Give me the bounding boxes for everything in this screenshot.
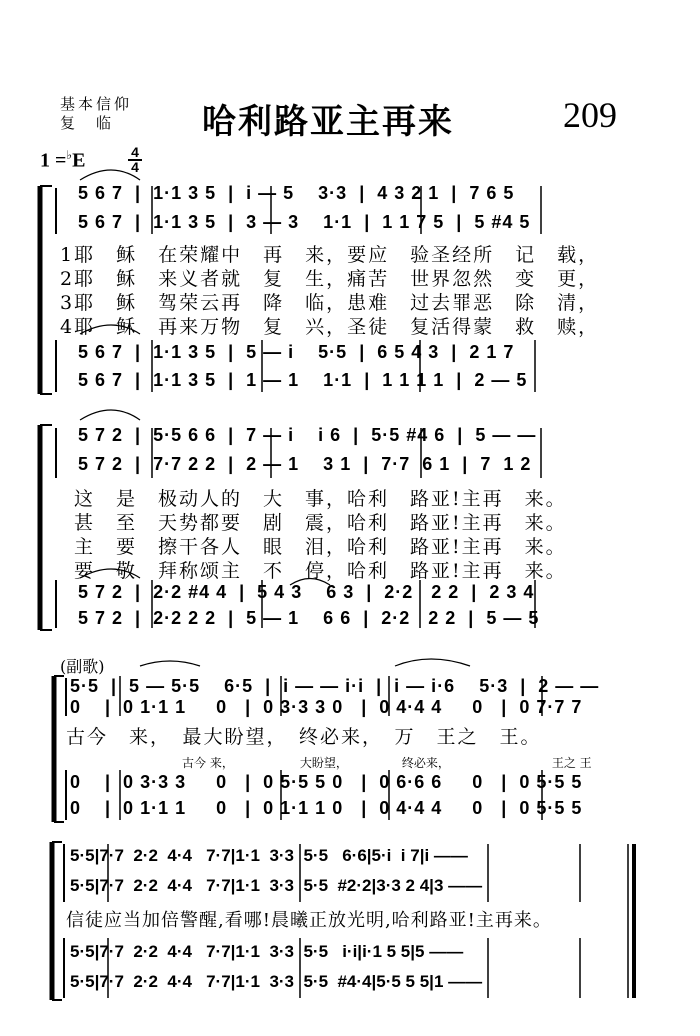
s2-bass-lower: 5 7 2 | 2·2 2 2 | 5 — 1 6 6 | 2·2 2 2 | 5 — 5 (78, 608, 540, 628)
s4-bass-upper: 5·5|7·7 2·2 4·4 7·7|1·1 3·3 5·5 i·i|i·1 5 5|5 —— (70, 942, 464, 961)
s2-lyric-verse-1: 这 是 极动人的 大 事，哈利 路亚!主再 来。 (74, 488, 567, 510)
category-label: 基本信仰 (60, 95, 133, 113)
s2-lyric-verse-4: 要 敬 拜称颂主 不 停，哈利 路亚!主再 来。 (74, 560, 567, 582)
chorus-bass-lower: 0 | 0 1·1 1 0 | 0 1·1 1 0 | 0 4·4 4 0 | 0 5·5 5 (70, 798, 583, 818)
s4-treble-lower: 5·5|7·7 2·2 4·4 7·7|1·1 3·3 5·5 #2·2|3·3 2 4|3 —— (70, 876, 483, 895)
chorus-small-lyrics: 古今 来， 大盼望， 终必来， 王之 王 (182, 756, 592, 770)
chorus-label: (副歌) (60, 657, 105, 676)
s1-bass-lower: 5 6 7 | 1·1 3 5 | 1 — 1 1·1 | 1 1 1 1 | 2 — 5 (78, 370, 528, 390)
chorus-bass-upper: 0 | 0 3·3 3 0 | 0 5·5 5 0 | 0 6·6 6 0 | 0 5·5 5 (70, 772, 583, 792)
subcategory-label: 复 临 (60, 114, 115, 132)
time-signature (128, 146, 142, 174)
s1-lyric-verse-4: 4耶 稣 再来万物 复 兴，圣徒 复活得蒙 救 赎， (60, 316, 600, 338)
s1-bass-upper: 5 6 7 | 1·1 3 5 | 5 — i 5·5 | 6 5 4 3 | 2 1 7 (78, 342, 515, 362)
s1-treble-upper: 5 6 7 | 1·1 3 5 | i — 5 3·3 | 4 3 2 1 | 7 6 5 (78, 183, 515, 203)
key-prefix: 1 = (40, 149, 67, 172)
s2-treble-lower: 5 7 2 | 7·7 2 2 | 2 — 1 3 1 | 7·7 6 1 | 7 1 2 (78, 454, 532, 474)
s1-lyric-verse-2: 2耶 稣 来义者就 复 生，痛苦 世界忽然 变 更， (60, 268, 600, 290)
hymn-number: 209 (563, 95, 617, 135)
s4-bass-lower: 5·5|7·7 2·2 4·4 7·7|1·1 3·3 5·5 #4·4|5·5 5 5|1 —— (70, 972, 483, 991)
s1-treble-lower: 5 6 7 | 1·1 3 5 | 3 — 3 1·1 | 1 1 7 5 | 5 #4 5 (78, 212, 531, 232)
s4-lyrics: 信徒应当加倍警醒,看哪!晨曦正放光明,哈利路亚!主再来。 (66, 910, 552, 931)
s2-lyric-verse-2: 甚 至 天势都要 剧 震，哈利 路亚!主再 来。 (74, 512, 567, 534)
s1-lyric-verse-3: 3耶 稣 驾荣云再 降 临，患难 过去罪恶 除 清， (60, 292, 600, 314)
chorus-treble-lower: 0 | 0 1·1 1 0 | 0 3·3 3 0 | 0 4·4 4 0 | 0 7·7 7 (70, 697, 583, 717)
flat-icon: ♭ (66, 148, 73, 162)
hymn-title: 哈利路亚主再来 (202, 102, 454, 142)
chorus-treble-upper: 5·5 | 5 — 5·5 6·5 | i — — i·i | i — i·6 5·3 | 2 — — (70, 676, 600, 696)
s2-lyric-verse-3: 主 要 擦干各人 眼 泪，哈利 路亚!主再 来。 (74, 536, 567, 558)
s4-treble-upper: 5·5|7·7 2·2 4·4 7·7|1·1 3·3 5·5 6·6|5·i i 7|i —— (70, 846, 468, 865)
meter-top: 4 (131, 144, 139, 160)
meter-bottom: 4 (128, 159, 142, 174)
chorus-lyrics: 古今 来， 最大盼望， 终必来， 万 王之 王。 (66, 726, 542, 748)
s2-treble-upper: 5 7 2 | 5·5 6 6 | 7 — i i 6 | 5·5 #4 6 | 5 — — (78, 425, 537, 445)
s2-bass-upper: 5 7 2 | 2·2 #4 4 | 5 4 3 6 3 | 2·2 2 2 | 2 3 4 (78, 582, 535, 602)
key-signature (40, 148, 85, 173)
s1-lyric-verse-1: 1耶 稣 在荣耀中 再 来，要应 验圣经所 记 载， (60, 244, 600, 266)
key-note: E (72, 149, 86, 172)
